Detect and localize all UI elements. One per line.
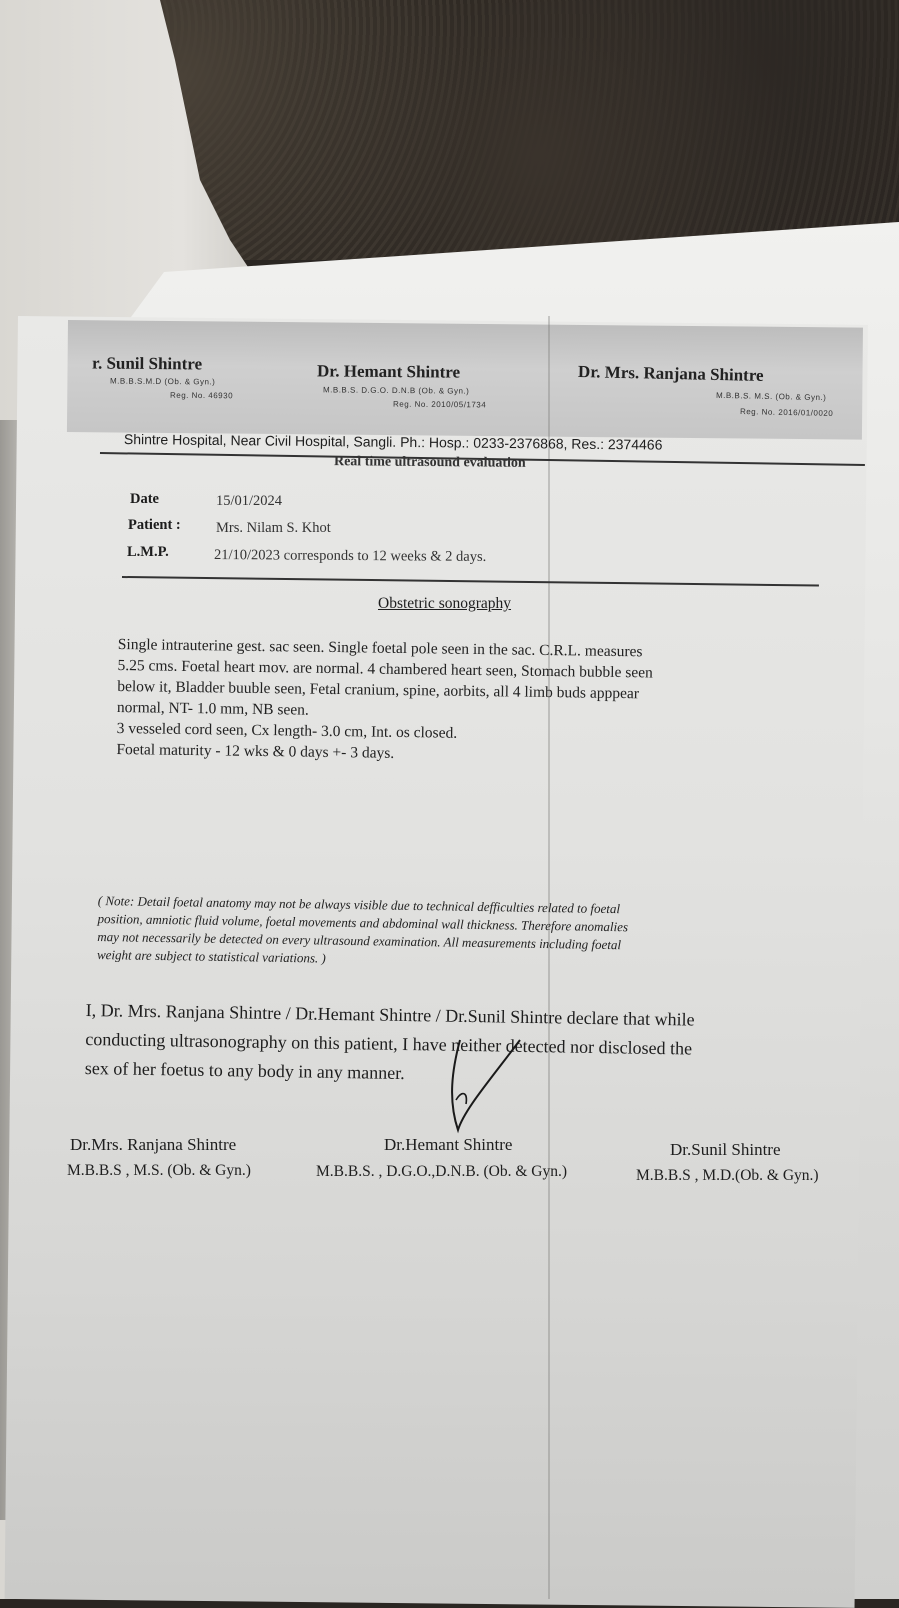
signatory-2-qual: M.B.B.S. , D.G.O.,D.N.B. (Ob. & Gyn.) [316, 1163, 568, 1180]
declaration-line: I, Dr. Mrs. Ranjana Shintre / Dr.Hemant Shintre / Dr.Sunil Shintre declare that while [85, 999, 695, 1030]
date-value: 15/01/2024 [216, 493, 283, 509]
signatory-1-name: Dr.Mrs. Ranjana Shintre [70, 1135, 237, 1154]
patient-label: Patient : [128, 517, 181, 533]
signatory-2-name: Dr.Hemant Shintre [384, 1135, 513, 1154]
disclaimer-note [97, 892, 629, 972]
info-divider [122, 576, 819, 586]
report-subtitle: Real time ultrasound evaluation [333, 454, 526, 471]
lmp-value: 21/10/2023 corresponds to 12 weeks & 2 days. [213, 547, 487, 565]
handwritten-signature [430, 1020, 540, 1140]
letterhead-doctor-2-reg: Reg. No. 2010/05/1734 [392, 399, 487, 410]
letterhead-doctor-3-name: Dr. Mrs. Ranjana Shintre [577, 362, 764, 385]
section-title: Obstetric sonography [378, 595, 512, 612]
findings-line: Foetal maturity - 12 wks & 0 days +- 3 days. [116, 740, 395, 762]
lmp-label: L.M.P. [127, 544, 169, 560]
letterhead-doctor-3-qual: M.B.B.S. M.S. (Ob. & Gyn.) [715, 390, 827, 403]
letterhead-doctor-2-name: Dr. Hemant Shintre [316, 361, 461, 382]
findings-line: 3 vesseled cord seen, Cx length- 3.0 cm, Int. os closed. [116, 719, 458, 742]
signatory-3-name: Dr.Sunil Shintre [670, 1140, 781, 1159]
findings-block [116, 634, 653, 767]
findings-line: below it, Bladder buuble seen, Fetal cranium, spine, aorbits, all 4 limb buds apppear [117, 677, 640, 703]
letterhead-doctor-3-reg: Reg. No. 2016/01/0020 [739, 407, 834, 418]
note-line: position, amniotic fluid volume, foetal movements and abdominal wall thickness. Therefore anomalies [97, 910, 629, 935]
findings-line: normal, NT- 1.0 mm, NB seen. [116, 698, 309, 719]
signatory-1-qual: M.B.B.S , M.S. (Ob. & Gyn.) [67, 1162, 251, 1179]
signatory-3-qual: M.B.B.S , M.D.(Ob. & Gyn.) [636, 1167, 819, 1184]
note-line: may not necessarily be detected on every ultrasound examination. All measurements including foetal [97, 928, 622, 953]
letterhead-doctor-2-qual: M.B.B.S. D.G.O. D.N.B (Ob. & Gyn.) [322, 385, 470, 396]
findings-line: Single intrauterine gest. sac seen. Single foetal pole seen in the sac. C.R.L. measures [117, 635, 643, 661]
note-line: ( Note: Detail foetal anatomy may not be always visible due to technical defficulties related to foetal [97, 892, 621, 917]
date-label: Date [130, 491, 159, 507]
findings-line: 5.25 cms. Foetal heart mov. are normal. 4 chambered heart seen, Stomach bubble seen [117, 656, 653, 682]
letterhead-doctor-1-qual: M.B.B.S.M.D (Ob. & Gyn.) [109, 376, 216, 387]
hospital-address: Shintre Hospital, Near Civil Hospital, Sangli. Ph.: Hosp.: 0233-2376868, Res.: 2374466 [123, 431, 663, 453]
letterhead-doctor-1-reg: Reg. No. 46930 [169, 390, 234, 401]
note-line: weight are subject to statistical variations. ) [96, 946, 326, 966]
declaration-line: sex of her foetus to any body in any manner. [84, 1057, 405, 1084]
patient-value: Mrs. Nilam S. Khot [216, 520, 331, 536]
letterhead-doctor-1-name: r. Sunil Shintre [91, 353, 203, 374]
declaration-line: conducting ultrasonography on this patient, I have neither detected nor disclosed the [85, 1028, 693, 1059]
declaration [85, 996, 695, 1093]
